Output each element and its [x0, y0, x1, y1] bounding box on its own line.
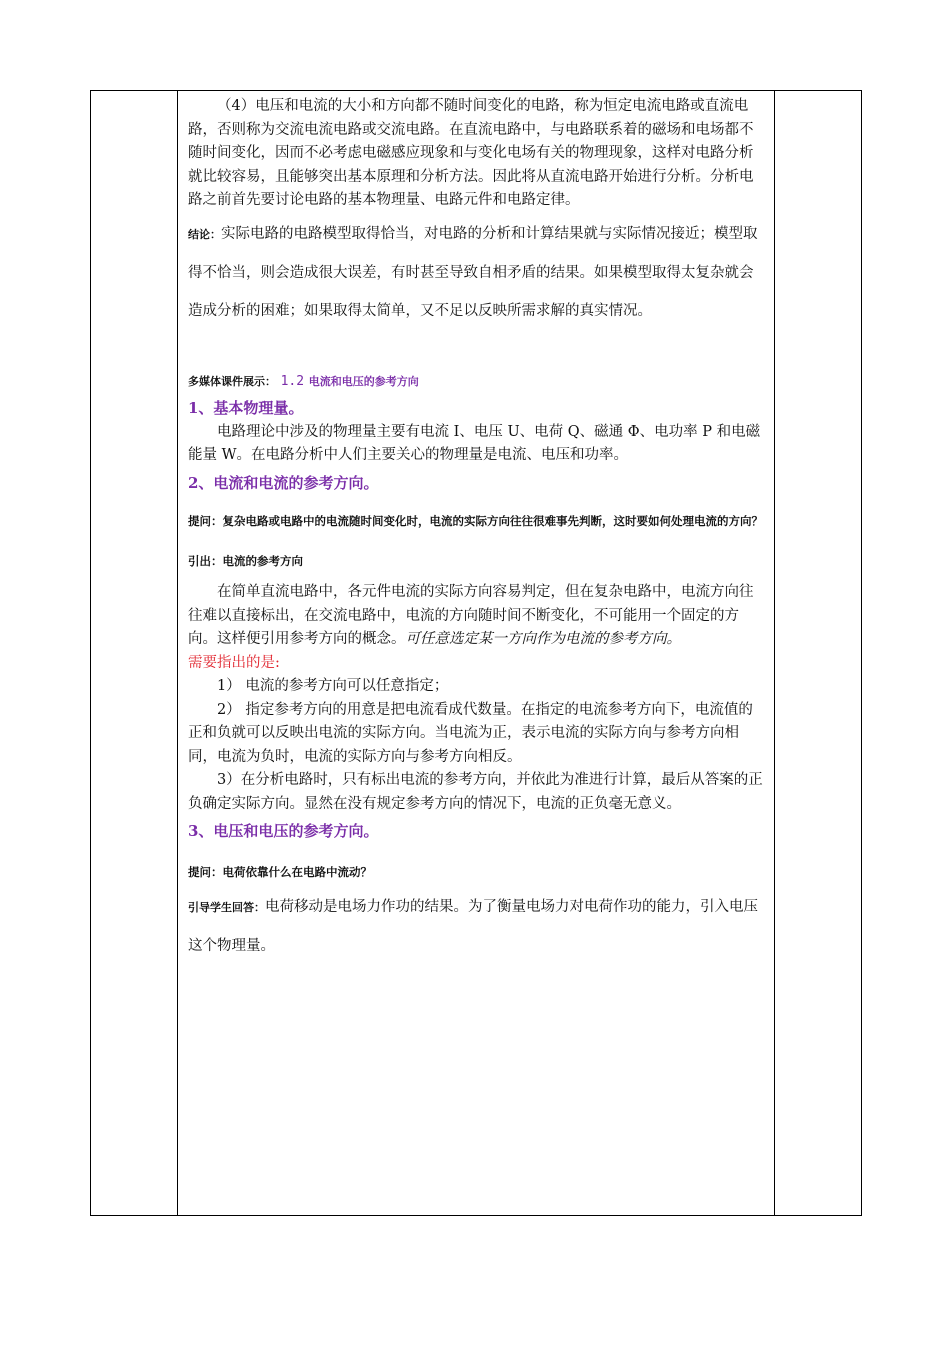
reference-direction-text: 在简单直流电路中，各元件电流的实际方向容易判定，但在复杂电路中，电流方向往往难以直接标出，在交流电路中，电流的方向随时间不断变化，不可能用一个固定的方向。这样便引用参考方向的概念。	[188, 584, 754, 647]
left-column-cell	[91, 91, 178, 1216]
multimedia-number: 1.2	[280, 373, 305, 389]
multimedia-line	[188, 370, 764, 394]
question-charge-flow: 提问：电荷依靠什么在电路中流动？	[188, 864, 372, 879]
content-cell	[178, 91, 775, 1216]
lead-label: 引出：	[188, 554, 223, 568]
list-item: 2） 指定参考方向的用意是把电流看成代数量。在指定的电流参考方向下，电流值的正和负就可以反映出电流的实际方向。当电流为正，表示电流的实际方向与参考方向相同，电流为负时，电流的实际方向与参考方向相反。	[188, 701, 753, 765]
conclusion-text: 实际电路的电路模型取得恰当，对电路的分析和计算结果就与实际情况接近；模型取得不恰当，则会造成很大误差，有时甚至导致自相矛盾的结果。如果模型取得太复杂就会造成分析的困难；如果取得太简单，又不足以反映所需求解的真实情况。	[188, 225, 758, 319]
reference-direction-italic: 可任意选定某一方向作为电流的参考方向。	[405, 631, 681, 647]
heading-current-direction: 2、电流和电流的参考方向。	[188, 473, 379, 492]
guide-label: 引导学生回答：	[188, 900, 265, 914]
multimedia-label: 多媒体课件展示：	[188, 374, 276, 388]
lesson-table	[90, 90, 862, 1216]
heading-basic-quantities: 1、基本物理量。	[188, 399, 304, 417]
right-column-cell	[775, 91, 862, 1216]
guide-text: 电荷移动是电场力作功的结果。为了衡量电场力对电荷作功的能力，引入电压这个物理量。	[188, 898, 758, 954]
conclusion-block	[188, 215, 764, 330]
lead-line	[188, 541, 764, 581]
heading-voltage-direction: 3、电压和电压的参考方向。	[188, 822, 379, 840]
question-current-direction: 提问：复杂电路或电路中的电流随时间变化时，电流的实际方向往往很难事先判断，这时要如何处理电流的方向？	[188, 514, 763, 528]
intro-paragraph: （4）电压和电流的大小和方向都不随时间变化的电路，称为恒定电流电路或直流电路，否则称为交流电流电路或交流电路。在直流电路中，与电路联系着的磁场和电场都不随时间变化，因而不必考虑电磁感应现象和与变化电场有关的物理现象，这样对电路分析就比较容易，且能够突出基本原理和分析方法。因此将从直流电路开始进行分析。分析电路之前首先要讨论电路的基本物理量、电路元件和电路定律。	[188, 98, 754, 208]
conclusion-label: 结论：	[188, 227, 221, 241]
list-item: 1） 电流的参考方向可以任意指定；	[217, 678, 449, 694]
multimedia-title: 电流和电压的参考方向	[308, 374, 419, 388]
note-label: 需要指出的是:	[188, 654, 280, 671]
reference-direction-paragraph	[188, 581, 764, 652]
guide-block	[188, 888, 764, 965]
basic-quantities-paragraph: 电路理论中涉及的物理量主要有电流 I、电压 U、电荷 Q、磁通 Φ、电功率 P 和电磁能量 W。在电路分析中人们主要关心的物理量是电流、电压和功率。	[188, 423, 761, 463]
list-item: 3）在分析电路时，只有标出电流的参考方向，并依此为准进行计算，最后从答案的正负确定实际方向。显然在没有规定参考方向的情况下，电流的正负毫无意义。	[188, 772, 763, 812]
lead-text: 电流的参考方向	[222, 554, 303, 568]
